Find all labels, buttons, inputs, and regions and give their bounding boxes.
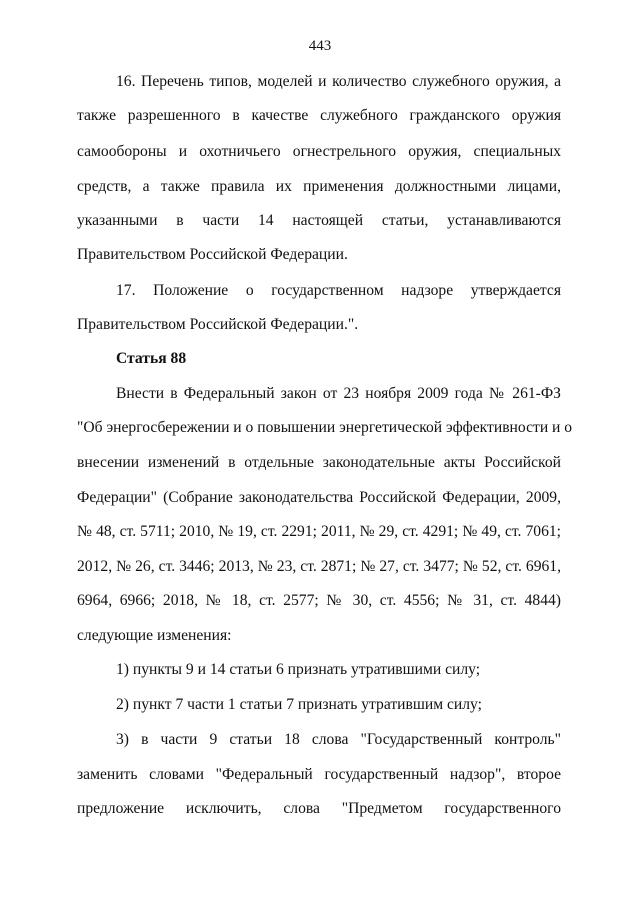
- intro-line-1: Внести в Федеральный закон от 23 ноября 2009 года № 261-ФЗ: [116, 385, 561, 402]
- paragraph-16-line-5: указанными в части 14 настоящей статьи, устанавливаются: [77, 212, 561, 229]
- item-3-line-3: предложение исключить, слова "Предметом государственного: [77, 800, 561, 817]
- paragraph-16-line-3: самообороны и охотничьего огнестрельного оружия, специальных: [77, 143, 561, 160]
- paragraph-16-line-4: средств, а также правила их применения должностными лицами,: [77, 178, 561, 195]
- paragraph-17-line-2: Правительством Российской Федерации.".: [77, 316, 359, 333]
- item-2: 2) пункт 7 части 1 статьи 7 признать утратившим силу;: [116, 696, 482, 713]
- intro-line-2: "Об энергосбережении и о повышении энергетической эффективности и о: [77, 419, 573, 436]
- intro-line-3: внесении изменений в отдельные законодательные акты Российской: [77, 454, 561, 471]
- paragraph-17-line-1: 17. Положение о государственном надзоре утверждается: [116, 282, 561, 299]
- article-heading: Статья 88: [116, 350, 187, 367]
- paragraph-16-line-1: 16. Перечень типов, моделей и количество служебного оружия, а: [116, 73, 561, 90]
- item-3-line-2: заменить словами "Федеральный государственный надзор", второе: [77, 766, 561, 783]
- paragraph-16-line-2: также разрешенного в качестве служебного гражданского оружия: [77, 107, 561, 124]
- item-3-line-1: 3) в части 9 статьи 18 слова "Государственный контроль": [116, 731, 561, 748]
- intro-line-5: № 48, ст. 5711; 2010, № 19, ст. 2291; 2011, № 29, ст. 4291; № 49, ст. 7061;: [77, 523, 561, 540]
- intro-line-8: следующие изменения:: [77, 627, 232, 644]
- item-1: 1) пункты 9 и 14 статьи 6 признать утратившими силу;: [116, 661, 481, 678]
- intro-line-7: 6964, 6966; 2018, № 18, ст. 2577; № 30, ст. 4556; № 31, ст. 4844): [77, 592, 561, 609]
- intro-line-4: Федерации" (Собрание законодательства Российской Федерации, 2009,: [77, 489, 561, 506]
- paragraph-16-line-6: Правительством Российской Федерации.: [77, 246, 348, 263]
- page-number: 443: [308, 38, 332, 54]
- intro-line-6: 2012, № 26, ст. 3446; 2013, № 23, ст. 2871; № 27, ст. 3477; № 52, ст. 6961,: [77, 558, 561, 575]
